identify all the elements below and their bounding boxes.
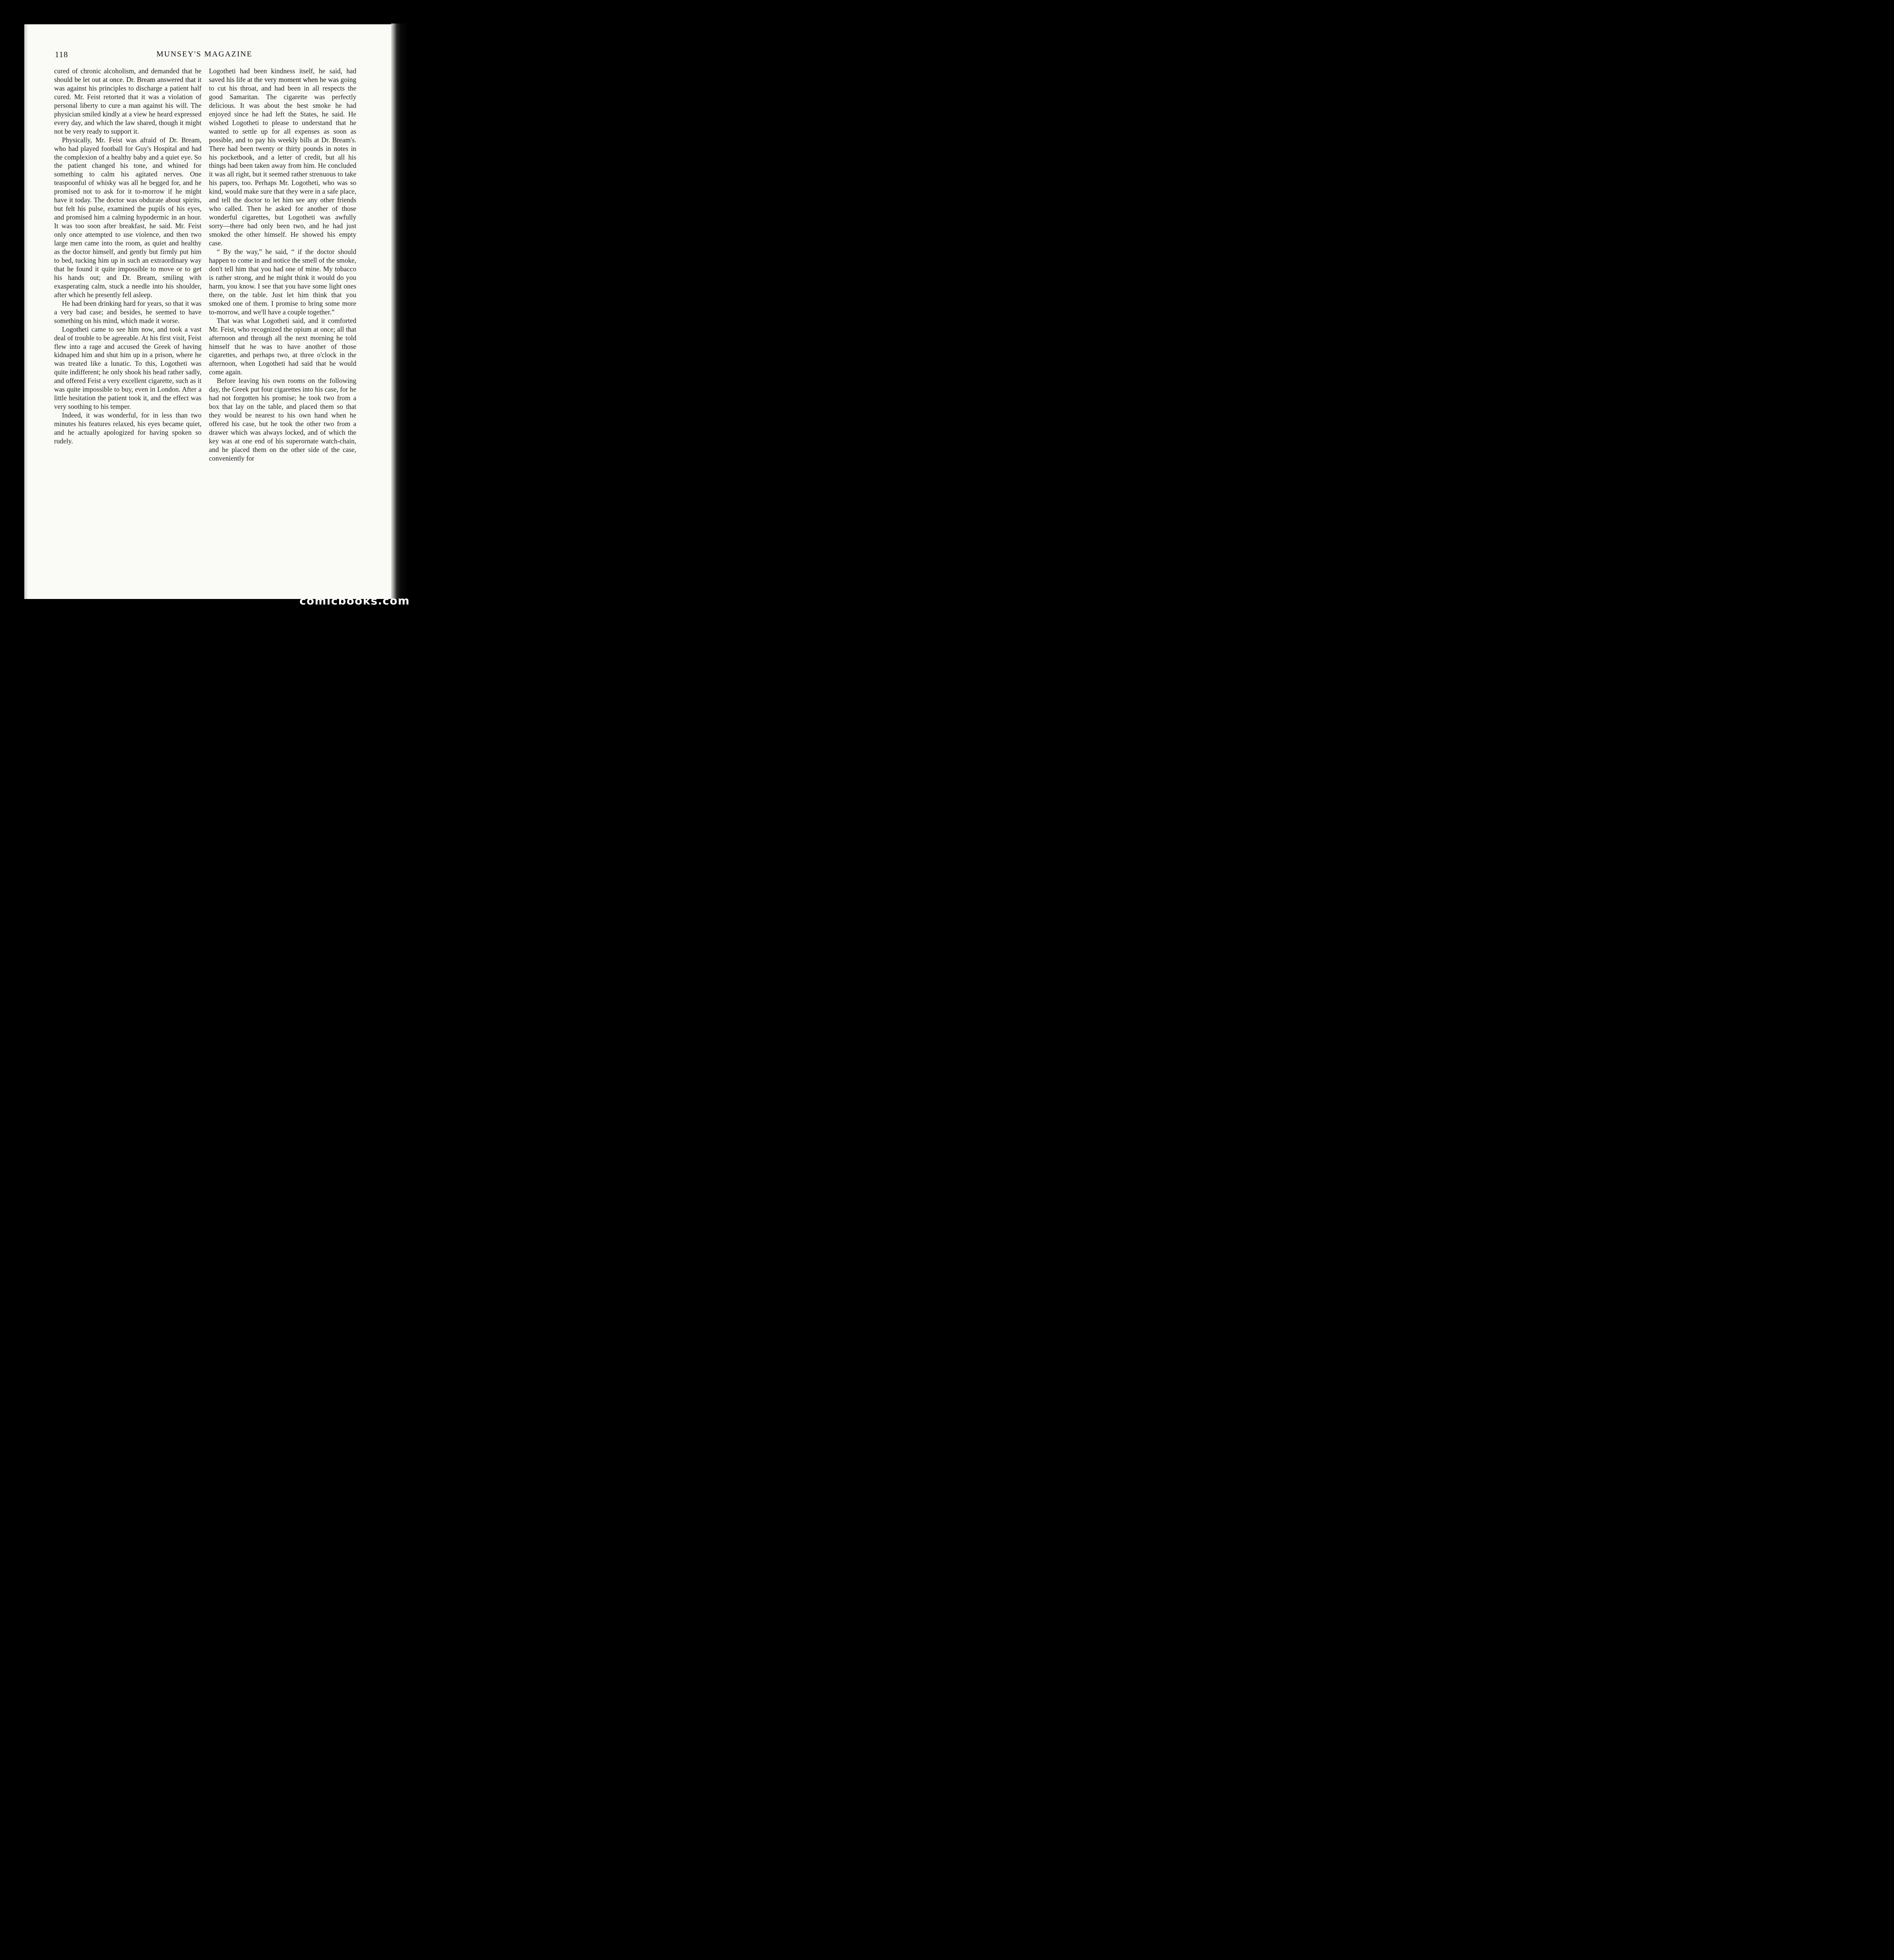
paragraph: That was what Logotheti said, and it comforted Mr. Feist, who recognized the opium at once; all that afternoon and through all the next morning he told himself that he was to have another of those cigarettes, and perhaps two, at three o'clock in the afternoon, when Logotheti had said that he would come again. — [209, 316, 356, 376]
scan-border-top — [0, 0, 408, 4]
site-watermark: comicbooks.com — [299, 594, 410, 607]
paragraph: “ By the way,” he said, “ if the doctor should happen to come in and notice the smell of the smoke, don't tell him that you had one of mine. My tobacco is rather strong, and he might think it would do you harm, you know. I see that you have some light ones there, on the table. Just let him think that you smoked one of them. I promise to bring some more to-morrow, and we'll have a couple together.” — [209, 248, 356, 316]
paragraph: He had been drinking hard for years, so that it was a very bad case; and besides, he seemed to have something on his mind, which made it worse. — [54, 299, 201, 325]
paragraph: Logotheti came to see him now, and took a vast deal of trouble to be agreeable. At his first visit, Feist flew into a rage and accused the Greek of having kidnaped him and shut him up in a prison, where he was treated like a lunatic. To this, Logotheti was quite indifferent; he only shook his head rather sadly, and offered Feist a very excellent cigarette, such as it was quite impossible to buy, even in London. After a little hesitation the patient took it, and the effect was very soothing to his temper. — [54, 325, 201, 411]
page-header — [53, 50, 357, 62]
running-head: MUNSEY'S MAGAZINE — [156, 50, 252, 58]
paragraph: cured of chronic alcoholism, and demanded that he should be let out at once. Dr. Bream answered that it was against his principles to discharge a patient half cured. Mr. Feist retorted that it was a violation of personal liberty to cure a man against his will. The physician smiled kindly at a view he heard expressed every day, and which the law shared, though it might not be very ready to support it. — [54, 67, 201, 135]
text-column-left — [54, 67, 201, 446]
paragraph: Indeed, it was wonderful, for in less than two minutes his features relaxed, his eyes became quiet, and he actually apologized for having spoken so rudely. — [54, 411, 201, 445]
paragraph: Physically, Mr. Feist was afraid of Dr. Bream, who had played football for Guy's Hospital and had the complexion of a healthy baby and a quiet eye. So the patient changed his tone, and whined for something to calm his agitated nerves. One teaspoonful of whisky was all he begged for, and he promised not to ask for it to-morrow if he might have it today. The doctor was obdurate about spirits, but felt his pulse, examined the pupils of his eyes, and promised him a calming hypodermic in an hour. It was too soon after breakfast, he said. Mr. Feist only once attempted to use violence, and then two large men came into the room, as quiet and healthy as the doctor himself, and gently but firmly put him to bed, tucking him up in such an extraordinary way that he found it quite impossible to move or to get his hands out; and Dr. Bream, smiling with exasperating calm, stuck a needle into his shoulder, after which he presently fell asleep. — [54, 136, 201, 299]
paragraph: Logotheti had been kindness itself, he said, had saved his life at the very moment when he was going to cut his throat, and had been in all respects the good Samaritan. The cigarette was perfectly delicious. It was about the best smoke he had enjoyed since he had left the States, he said. He wished Logotheti to please to understand that he wanted to settle up for all expenses as soon as possible, and to pay his weekly bills at Dr. Bream's. There had been twenty or thirty pounds in notes in his pocketbook, and a letter of credit, but all his things had been taken away from him. He concluded it was all right, but it seemed rather strenuous to take his papers, too. Perhaps Mr. Logotheti, who was so kind, would make sure that they were in a safe place, and tell the doctor to let him see any other friends who called. Then he asked for another of those wonderful cigarettes, but Logotheti was awfully sorry—there had only been two, and he had just smoked the other himself. He showed his empty case. — [209, 67, 356, 247]
paragraph: Before leaving his own rooms on the following day, the Greek put four cigarettes into his case, for he had not forgotten his promise; he took two from a box that lay on the table, and placed them so that they would be nearest to his own hand when he offered his case, but he took the other two from a drawer which was always locked, and of which the key was at one end of his superornate watch-chain, and he placed them on the other side of the case, conveniently for — [209, 377, 357, 462]
book-spine-shadow — [391, 24, 408, 600]
text-column-right — [209, 67, 356, 463]
page-number: 118 — [55, 50, 68, 59]
